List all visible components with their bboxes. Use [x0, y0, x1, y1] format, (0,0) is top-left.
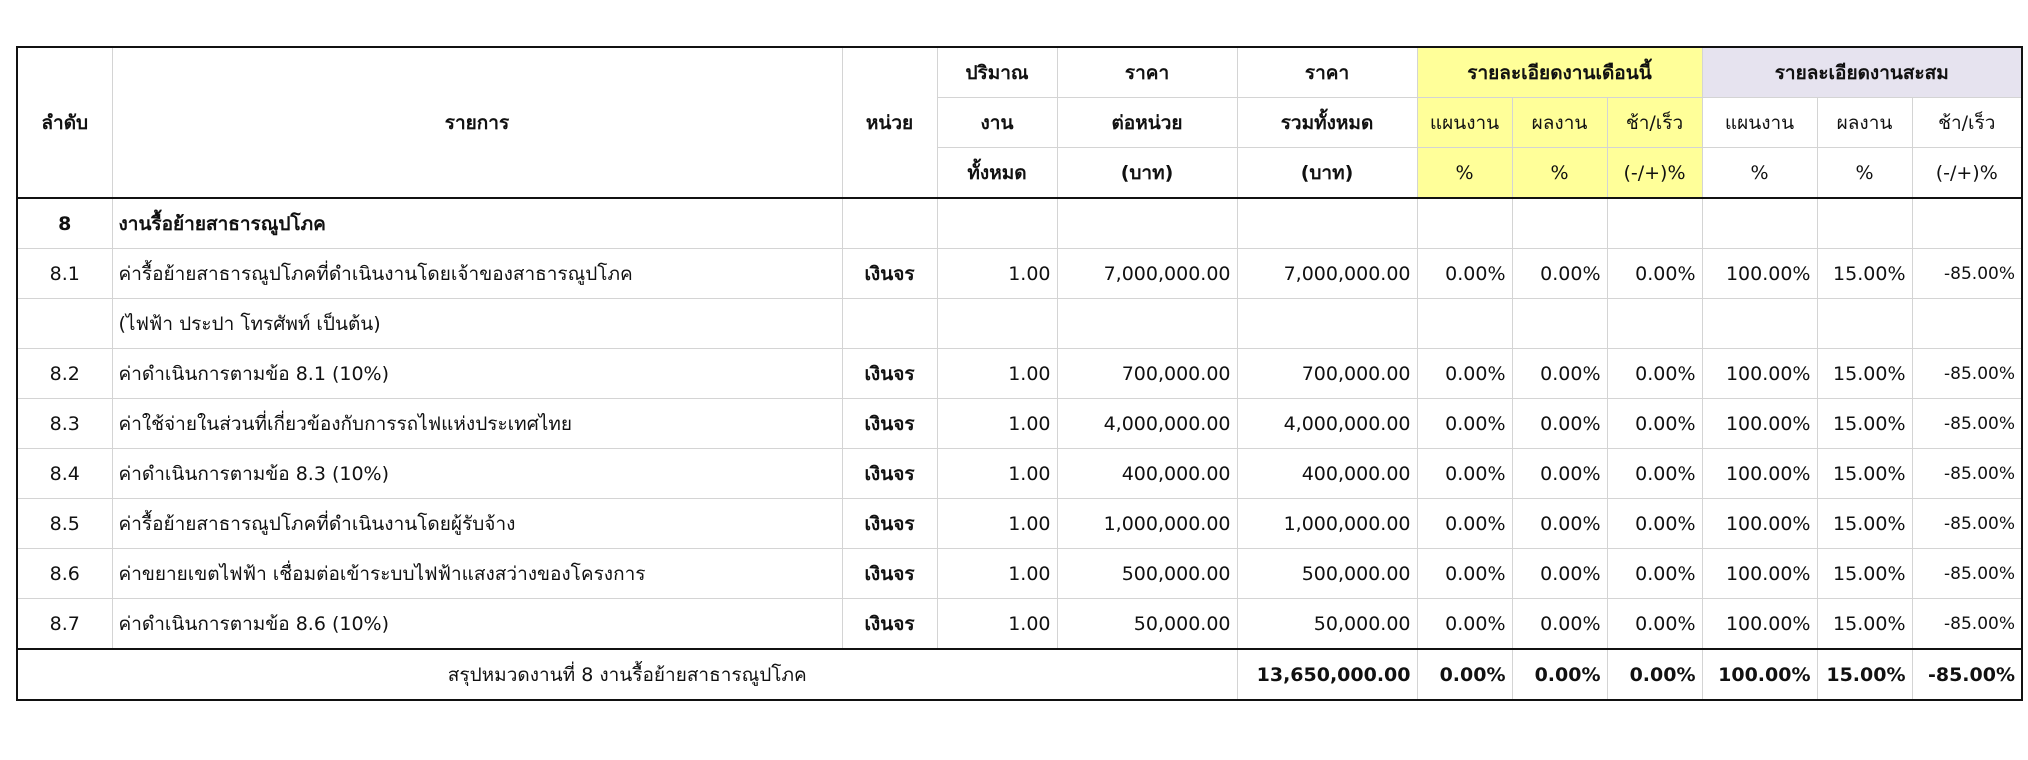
row-month-diff: 0.00% — [1607, 499, 1702, 549]
row-month-plan: 0.00% — [1417, 399, 1512, 449]
row-unit: เงินจร — [842, 549, 937, 599]
header-item: รายการ — [112, 47, 842, 198]
row-cum-diff — [1912, 299, 2022, 349]
header-cumulative-group: รายละเอียดงานสะสม — [1702, 47, 2022, 98]
row-cum-diff: -85.00% — [1912, 349, 2022, 399]
header-unit-price-1: ราคา — [1057, 47, 1237, 98]
row-cum-plan: 100.00% — [1702, 449, 1817, 499]
row-month-plan — [1417, 299, 1512, 349]
header-cum-diff-pct: (-/+)% — [1912, 148, 2022, 199]
row-month-plan: 0.00% — [1417, 549, 1512, 599]
header-month-group: รายละเอียดงานเดือนนี้ — [1417, 47, 1702, 98]
header-unit-price-2: ต่อหน่วย — [1057, 98, 1237, 148]
row-month-plan: 0.00% — [1417, 449, 1512, 499]
row-unit-price: 400,000.00 — [1057, 449, 1237, 499]
row-cum-plan — [1702, 299, 1817, 349]
row-item: ค่ารื้อย้ายสาธารณูปโภคที่ดำเนินงานโดยผู้รับจ้าง — [112, 499, 842, 549]
row-unit-price: 1,000,000.00 — [1057, 499, 1237, 549]
row-item: ค่าใช้จ่ายในส่วนที่เกี่ยวข้องกับการรถไฟแห่งประเทศไทย — [112, 399, 842, 449]
row-unit-price: 700,000.00 — [1057, 349, 1237, 399]
row-cum-plan: 100.00% — [1702, 549, 1817, 599]
row-unit: เงินจร — [842, 449, 937, 499]
row-cum-result: 15.00% — [1817, 349, 1912, 399]
row-month-diff: 0.00% — [1607, 599, 1702, 650]
row-qty: 1.00 — [937, 499, 1057, 549]
row-cum-plan: 100.00% — [1702, 599, 1817, 650]
summary-row — [17, 649, 2022, 700]
summary-month-diff: 0.00% — [1607, 649, 1702, 700]
row-unit — [842, 299, 937, 349]
row-unit: เงินจร — [842, 599, 937, 650]
summary-cum-result: 15.00% — [1817, 649, 1912, 700]
row-unit: เงินจร — [842, 249, 937, 299]
row-month-result: 0.00% — [1512, 349, 1607, 399]
table-row — [17, 349, 2022, 399]
row-month-diff: 0.00% — [1607, 349, 1702, 399]
row-item: ค่าดำเนินการตามข้อ 8.1 (10%) — [112, 349, 842, 399]
header-cum-result: ผลงาน — [1817, 98, 1912, 148]
row-qty: 1.00 — [937, 399, 1057, 449]
row-month-diff: 0.00% — [1607, 449, 1702, 499]
table-row — [17, 549, 2022, 599]
header-qty-3: ทั้งหมด — [937, 148, 1057, 199]
row-qty: 1.00 — [937, 599, 1057, 650]
row-cum-result: 15.00% — [1817, 399, 1912, 449]
row-month-result: 0.00% — [1512, 249, 1607, 299]
row-unit: เงินจร — [842, 499, 937, 549]
row-total: 4,000,000.00 — [1237, 399, 1417, 449]
row-month-result: 0.00% — [1512, 499, 1607, 549]
row-qty: 1.00 — [937, 349, 1057, 399]
summary-cum-plan: 100.00% — [1702, 649, 1817, 700]
header-order: ลำดับ — [17, 47, 112, 198]
row-unit-price: 7,000,000.00 — [1057, 249, 1237, 299]
header-unit: หน่วย — [842, 47, 937, 198]
row-total: 7,000,000.00 — [1237, 249, 1417, 299]
row-cum-plan: 100.00% — [1702, 249, 1817, 299]
summary-month-result: 0.00% — [1512, 649, 1607, 700]
row-month-diff: 0.00% — [1607, 249, 1702, 299]
summary-month-plan: 0.00% — [1417, 649, 1512, 700]
table-row — [17, 599, 2022, 650]
row-no — [17, 299, 112, 349]
row-item: ค่าดำเนินการตามข้อ 8.6 (10%) — [112, 599, 842, 650]
header-qty-1: ปริมาณ — [937, 47, 1057, 98]
row-cum-plan: 100.00% — [1702, 399, 1817, 449]
table-row — [17, 249, 2022, 299]
table-row — [17, 299, 2022, 349]
header-cum-plan-pct: % — [1702, 148, 1817, 199]
row-cum-diff: -85.00% — [1912, 449, 2022, 499]
row-cum-diff: -85.00% — [1912, 249, 2022, 299]
table-row — [17, 499, 2022, 549]
row-total: 500,000.00 — [1237, 549, 1417, 599]
row-month-plan: 0.00% — [1417, 499, 1512, 549]
row-qty: 1.00 — [937, 249, 1057, 299]
header-total-price-3: (บาท) — [1237, 148, 1417, 199]
header-month-result-pct: % — [1512, 148, 1607, 199]
row-cum-result: 15.00% — [1817, 499, 1912, 549]
row-item: ค่ารื้อย้ายสาธารณูปโภคที่ดำเนินงานโดยเจ้าของสาธารณูปโภค — [112, 249, 842, 299]
row-month-result: 0.00% — [1512, 549, 1607, 599]
row-item: (ไฟฟ้า ประปา โทรศัพท์ เป็นต้น) — [112, 299, 842, 349]
row-unit-price: 500,000.00 — [1057, 549, 1237, 599]
header-cum-plan: แผนงาน — [1702, 98, 1817, 148]
section-title: งานรื้อย้ายสาธารณูปโภค — [112, 198, 842, 249]
row-unit-price — [1057, 299, 1237, 349]
header-cum-diff: ช้า/เร็ว — [1912, 98, 2022, 148]
row-cum-result — [1817, 299, 1912, 349]
row-month-plan: 0.00% — [1417, 249, 1512, 299]
header-month-diff-pct: (-/+)% — [1607, 148, 1702, 199]
row-month-result: 0.00% — [1512, 449, 1607, 499]
header-month-diff: ช้า/เร็ว — [1607, 98, 1702, 148]
section-no: 8 — [17, 198, 112, 249]
row-no: 8.4 — [17, 449, 112, 499]
row-total: 50,000.00 — [1237, 599, 1417, 650]
progress-table — [16, 46, 2023, 701]
header-month-plan-pct: % — [1417, 148, 1512, 199]
row-cum-plan: 100.00% — [1702, 499, 1817, 549]
section-row — [17, 198, 2022, 249]
row-total — [1237, 299, 1417, 349]
header-qty-2: งาน — [937, 98, 1057, 148]
summary-cum-diff: -85.00% — [1912, 649, 2022, 700]
row-month-diff: 0.00% — [1607, 549, 1702, 599]
row-no: 8.7 — [17, 599, 112, 650]
row-unit: เงินจร — [842, 399, 937, 449]
header-month-result: ผลงาน — [1512, 98, 1607, 148]
row-cum-diff: -85.00% — [1912, 399, 2022, 449]
row-month-diff: 0.00% — [1607, 399, 1702, 449]
row-total: 400,000.00 — [1237, 449, 1417, 499]
row-cum-result: 15.00% — [1817, 249, 1912, 299]
row-unit: เงินจร — [842, 349, 937, 399]
row-month-plan: 0.00% — [1417, 599, 1512, 650]
row-cum-result: 15.00% — [1817, 449, 1912, 499]
row-unit-price: 50,000.00 — [1057, 599, 1237, 650]
row-cum-result: 15.00% — [1817, 599, 1912, 650]
row-no: 8.3 — [17, 399, 112, 449]
row-qty — [937, 299, 1057, 349]
header-cum-result-pct: % — [1817, 148, 1912, 199]
row-cum-result: 15.00% — [1817, 549, 1912, 599]
row-item: ค่าขยายเขตไฟฟ้า เชื่อมต่อเข้าระบบไฟฟ้าแสงสว่างของโครงการ — [112, 549, 842, 599]
table-row — [17, 449, 2022, 499]
row-cum-diff: -85.00% — [1912, 599, 2022, 650]
row-no: 8.1 — [17, 249, 112, 299]
row-month-result: 0.00% — [1512, 599, 1607, 650]
row-month-result: 0.00% — [1512, 399, 1607, 449]
row-cum-plan: 100.00% — [1702, 349, 1817, 399]
summary-label: สรุปหมวดงานที่ 8 งานรื้อย้ายสาธารณูปโภค — [17, 649, 1237, 700]
table-row — [17, 399, 2022, 449]
row-cum-diff: -85.00% — [1912, 499, 2022, 549]
row-total: 700,000.00 — [1237, 349, 1417, 399]
row-month-result — [1512, 299, 1607, 349]
row-total: 1,000,000.00 — [1237, 499, 1417, 549]
header-month-plan: แผนงาน — [1417, 98, 1512, 148]
row-cum-diff: -85.00% — [1912, 549, 2022, 599]
header-unit-price-3: (บาท) — [1057, 148, 1237, 199]
row-item: ค่าดำเนินการตามข้อ 8.3 (10%) — [112, 449, 842, 499]
row-no: 8.2 — [17, 349, 112, 399]
summary-total: 13,650,000.00 — [1237, 649, 1417, 700]
row-unit-price: 4,000,000.00 — [1057, 399, 1237, 449]
row-qty: 1.00 — [937, 549, 1057, 599]
row-no: 8.5 — [17, 499, 112, 549]
row-qty: 1.00 — [937, 449, 1057, 499]
row-no: 8.6 — [17, 549, 112, 599]
header-total-price-1: ราคา — [1237, 47, 1417, 98]
row-month-diff — [1607, 299, 1702, 349]
row-month-plan: 0.00% — [1417, 349, 1512, 399]
header-total-price-2: รวมทั้งหมด — [1237, 98, 1417, 148]
